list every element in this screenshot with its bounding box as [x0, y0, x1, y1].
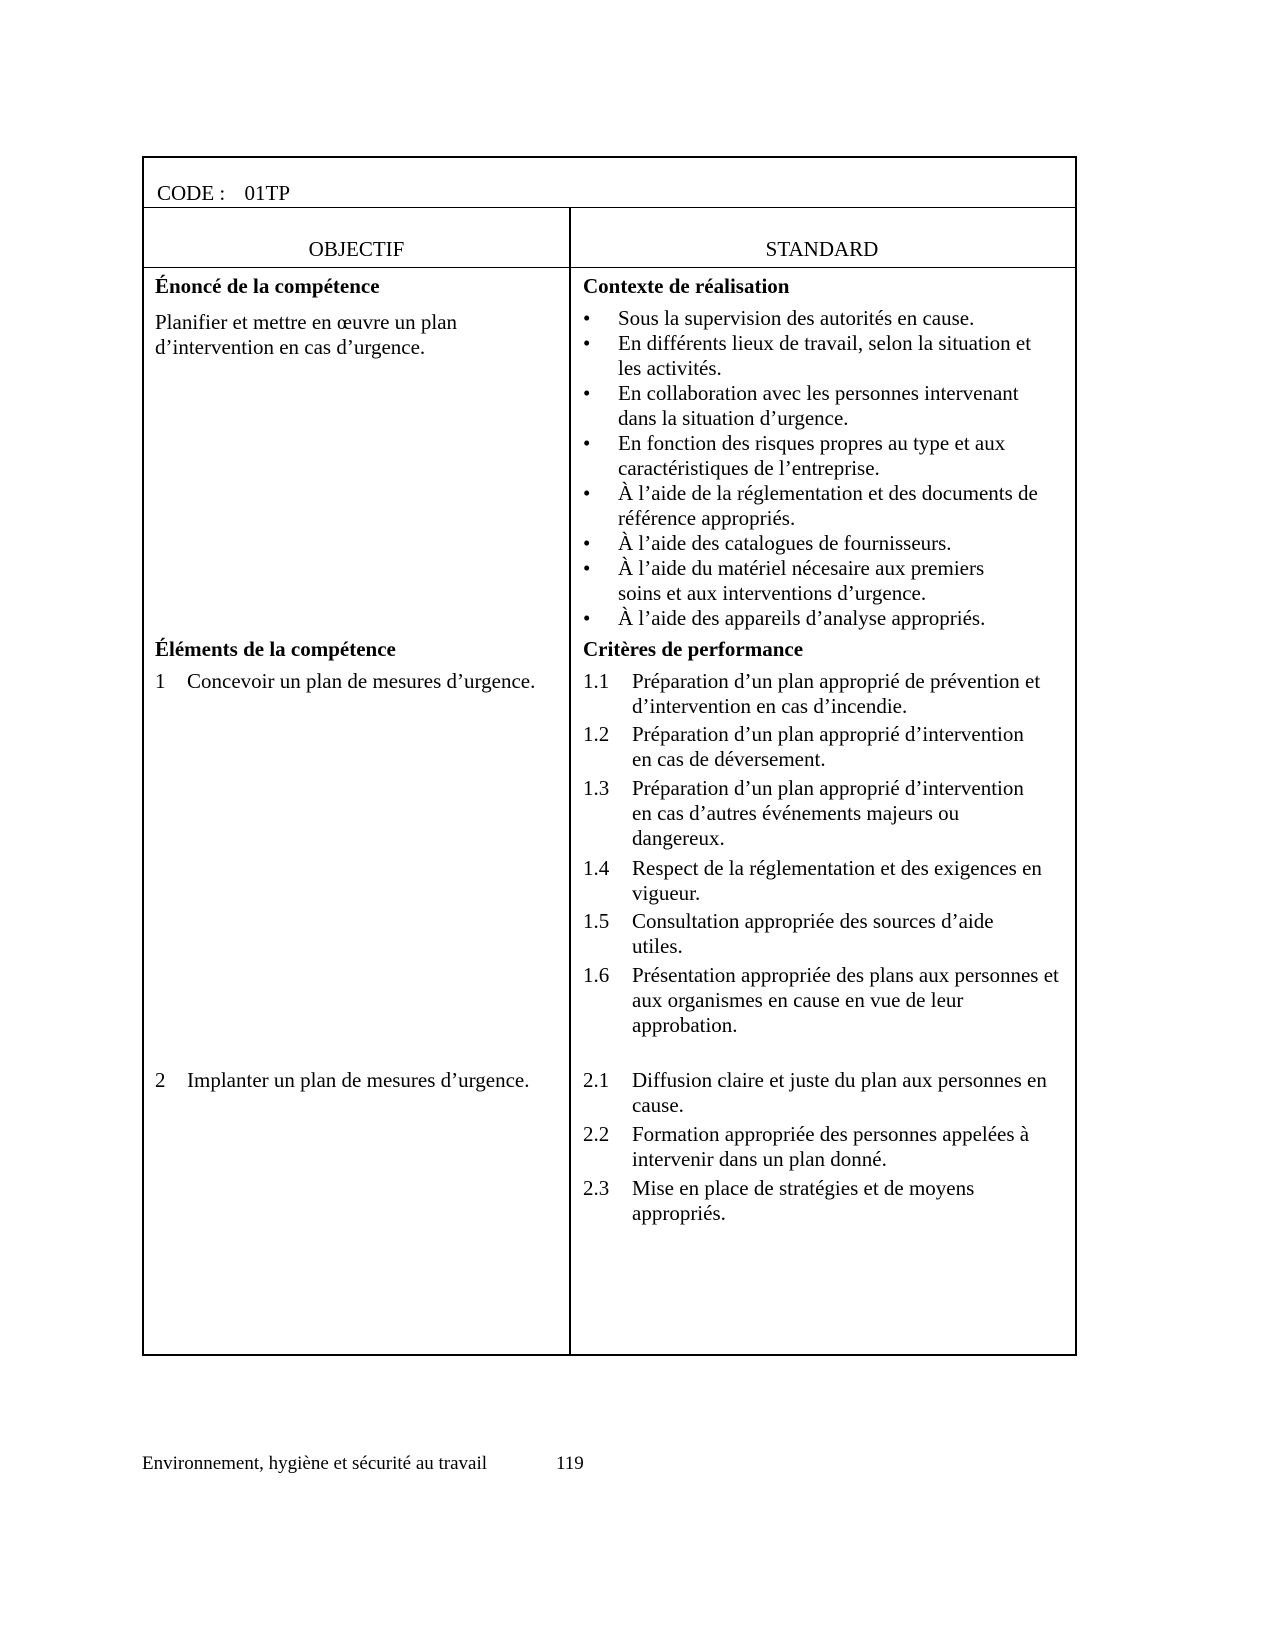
- bullet-icon: •: [583, 556, 591, 580]
- bullet-icon: •: [583, 606, 591, 630]
- code-field: [157, 181, 290, 206]
- element-item: 1 Concevoir un plan de mesures d’urgence.: [155, 669, 536, 693]
- bullet-icon: •: [583, 381, 591, 405]
- enonce-line: Planifier et mettre en œuvre un plan: [155, 310, 458, 334]
- code-value: 01TP: [244, 181, 291, 205]
- table-border-right: [1075, 156, 1077, 1356]
- element-item: 2 Implanter un plan de mesures d’urgence.: [155, 1068, 530, 1092]
- contexte-heading: Contexte de réalisation: [583, 274, 790, 298]
- enonce-line: d’intervention en cas d’urgence.: [155, 335, 426, 359]
- code-label: CODE :: [157, 181, 226, 205]
- bullet-icon: •: [583, 306, 591, 330]
- bullet-icon: •: [583, 331, 591, 355]
- objectif-header: OBJECTIF: [308, 237, 405, 261]
- criteres-heading: Critères de performance: [583, 637, 804, 661]
- bullet-icon: •: [583, 431, 591, 455]
- page-number: 119: [556, 1453, 584, 1474]
- bullet-icon: •: [583, 531, 591, 555]
- enonce-heading: Énoncé de la compétence: [155, 274, 380, 298]
- bullet-icon: •: [583, 481, 591, 505]
- header-row-divider: [142, 267, 1075, 268]
- elements-heading: Éléments de la compétence: [155, 637, 396, 661]
- table-border-bottom: [142, 1354, 1077, 1356]
- standard-header: STANDARD: [765, 237, 879, 261]
- table-border-left: [142, 156, 144, 1356]
- table-border-top: [142, 156, 1077, 158]
- footer-title: Environnement, hygiène et sécurité au travail: [142, 1453, 488, 1474]
- column-divider: [569, 207, 571, 1355]
- code-row-divider: [142, 207, 1077, 208]
